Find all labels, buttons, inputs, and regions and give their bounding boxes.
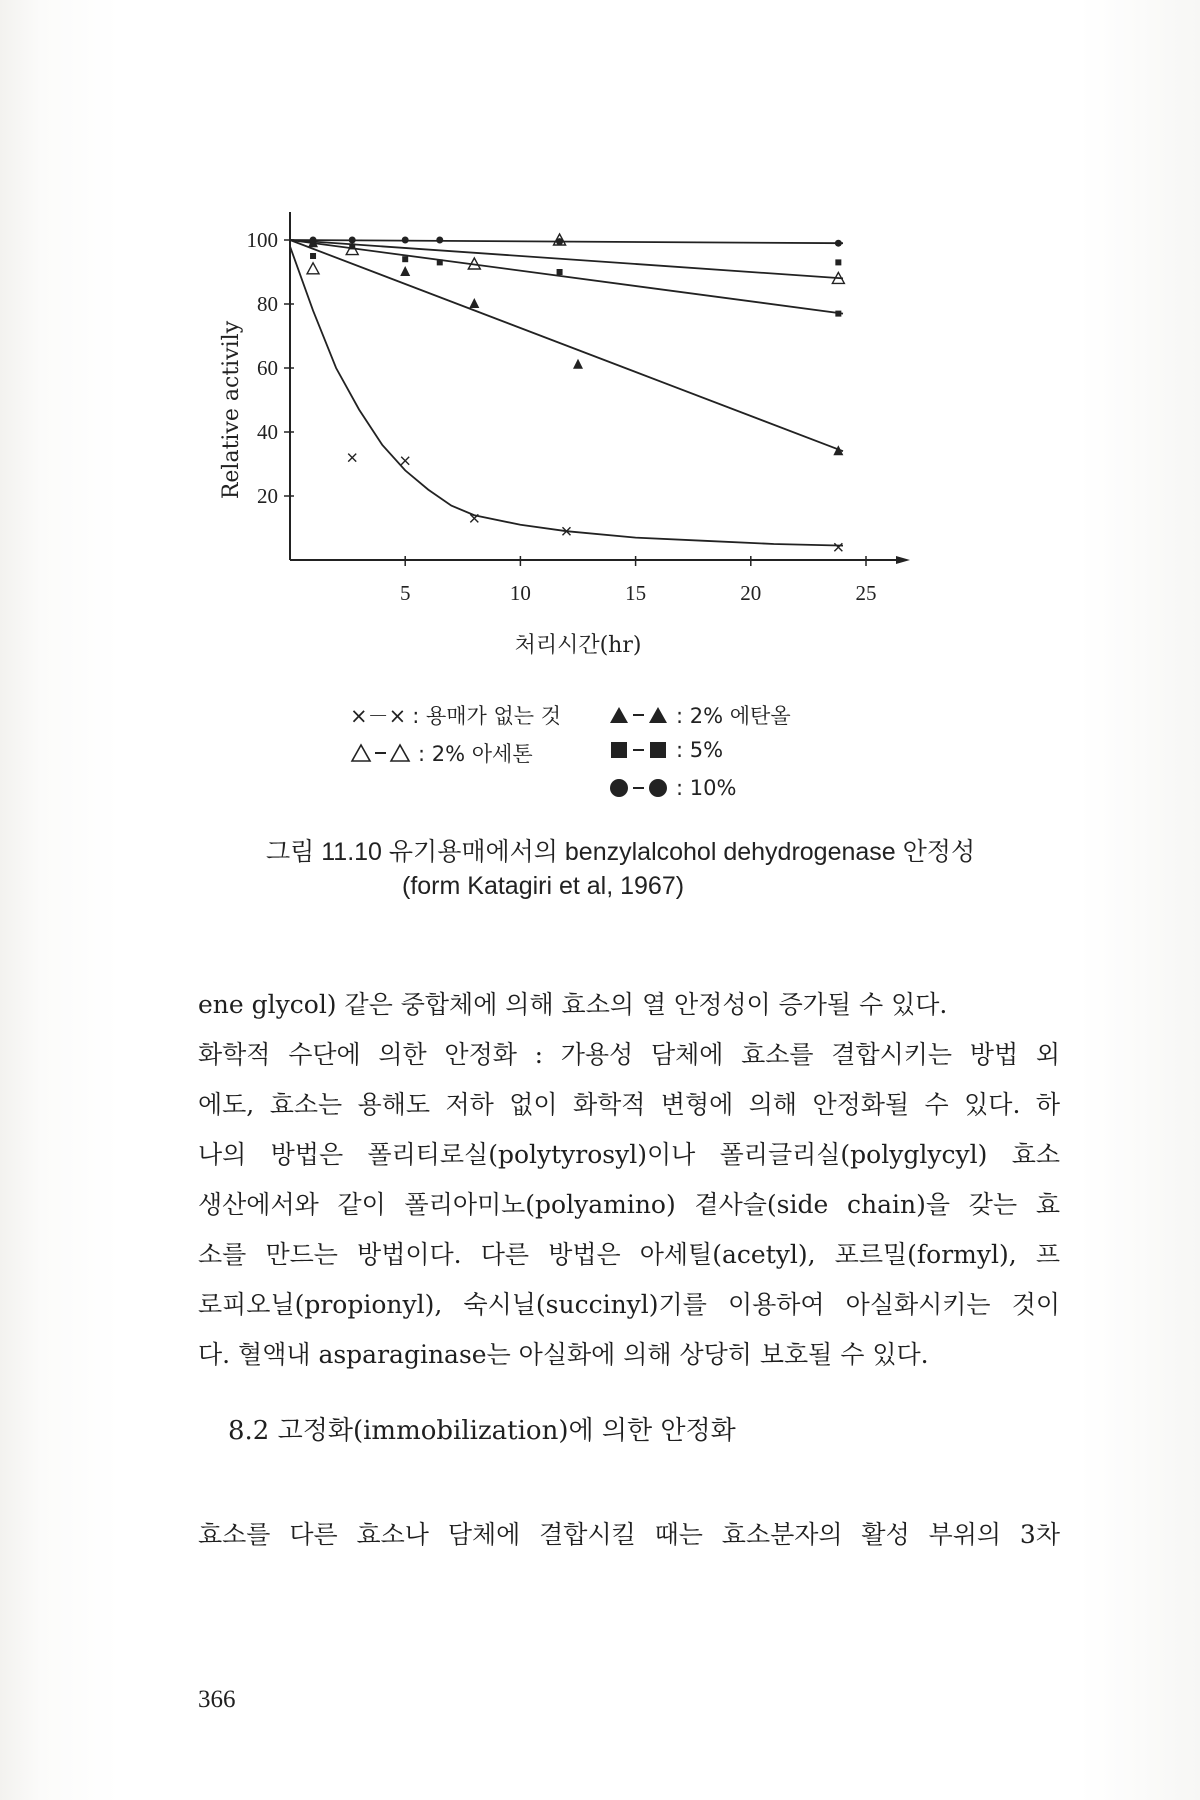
x-tick-label: 20 [740, 581, 762, 605]
data-point-square [835, 259, 841, 265]
triangle-open-pair-icon [350, 742, 412, 764]
legend-entry-acetone [350, 738, 533, 768]
x-tick-label: 10 [509, 581, 531, 605]
y-tick-label: 40 [257, 420, 278, 444]
y-axis-label: Relative activily [219, 320, 244, 500]
data-point-triangle-filled [573, 359, 583, 369]
body-line: 소를 만드는 방법이다. 다른 방법은 아세틸(acetyl), 포르밀(formyl), 프 [198, 1240, 1060, 1269]
body-line: 로피오닐(propionyl), 숙시닐(succinyl)기를 이용하여 아실화시키는 것이 [198, 1290, 1060, 1319]
legend-entry-ethanol [608, 700, 791, 730]
legend-entry-none [350, 700, 561, 730]
data-point-circle [436, 237, 443, 244]
body-line: 효소를 다른 효소나 담체에 결합시킬 때는 효소분자의 활성 부위의 3차 [198, 1520, 1060, 1549]
series-line [290, 240, 843, 243]
body-line: 화학적 수단에 의한 안정화 : 가용성 담체에 효소를 결합시키는 방법 외 [198, 1040, 1060, 1069]
data-point-triangle-filled [400, 266, 410, 276]
body-line: 에도, 효소는 용해도 저하 없이 화학적 변형에 의해 안정화될 수 있다. 하 [198, 1090, 1060, 1119]
data-point-square [402, 256, 408, 262]
y-tick-label: 60 [257, 356, 278, 380]
legend-10pct-label: : 10% [676, 776, 737, 800]
series-line [290, 240, 843, 314]
x-tick-label: 15 [625, 581, 647, 605]
data-point-square [557, 269, 563, 275]
square-pair-icon [608, 739, 670, 761]
data-point-x [834, 543, 842, 551]
data-point-x [401, 457, 409, 465]
chart-axes [247, 212, 911, 605]
body-line: 나의 방법은 폴리티로실(polytyrosyl)이나 폴리글리실(polyglycyl) 효소 [198, 1140, 1060, 1169]
figure-caption-line1: 그림 11.10 유기용매에서의 benzylalcohol dehydrogenase 안정성 [266, 838, 976, 866]
legend-5pct-label: : 5% [676, 738, 724, 762]
legend-ethanol-label: : 2% 에탄올 [676, 704, 791, 728]
series-line [290, 240, 843, 451]
data-point-circle [402, 237, 409, 244]
x-axis-label: 처리시간(hr) [514, 633, 642, 658]
x-tick-label: 25 [855, 581, 877, 605]
y-tick-label: 100 [246, 228, 278, 252]
data-point-x [348, 454, 356, 462]
data-point-square [310, 253, 316, 259]
legend-entry-5pct [608, 738, 723, 762]
data-point-circle [835, 240, 842, 247]
body-line: ene glycol) 같은 중합체에 의해 효소의 열 안정성이 증가될 수 있다. [198, 990, 948, 1019]
series-line [290, 246, 843, 545]
y-tick-label: 80 [257, 292, 278, 316]
data-point-square [437, 259, 443, 265]
data-point-triangle-filled [469, 298, 479, 308]
data-point-triangle-open [307, 263, 319, 274]
circle-pair-icon [608, 777, 670, 799]
legend-acetone-label: : 2% 아세톤 [418, 742, 533, 766]
section-heading: 8.2 고정화(immobilization)에 의한 안정화 [228, 1416, 736, 1446]
x-axis-arrow-icon [896, 556, 910, 564]
data-point-square [835, 311, 841, 317]
figure-caption-line2: (form Katagiri et al, 1967) [402, 872, 685, 900]
x-tick-label: 5 [399, 581, 411, 605]
chart-curves [290, 240, 843, 546]
chart-points [307, 234, 844, 551]
legend-entry-10pct [608, 776, 736, 800]
y-tick-label: 20 [257, 484, 278, 508]
legend-x-label: : 용매가 없는 것 [412, 704, 562, 728]
body-line: 다. 혈액내 asparaginase는 아실화에 의해 상당히 보호될 수 있다. [198, 1340, 929, 1369]
legend-x-pair: ×－× [350, 704, 407, 728]
activity-chart [200, 200, 920, 658]
body-line: 생산에서와 같이 폴리아미노(polyamino) 곁사슬(side chain)을 갖는 효 [198, 1190, 1060, 1219]
triangle-filled-pair-icon [608, 704, 670, 726]
page-number: 366 [198, 1686, 236, 1713]
